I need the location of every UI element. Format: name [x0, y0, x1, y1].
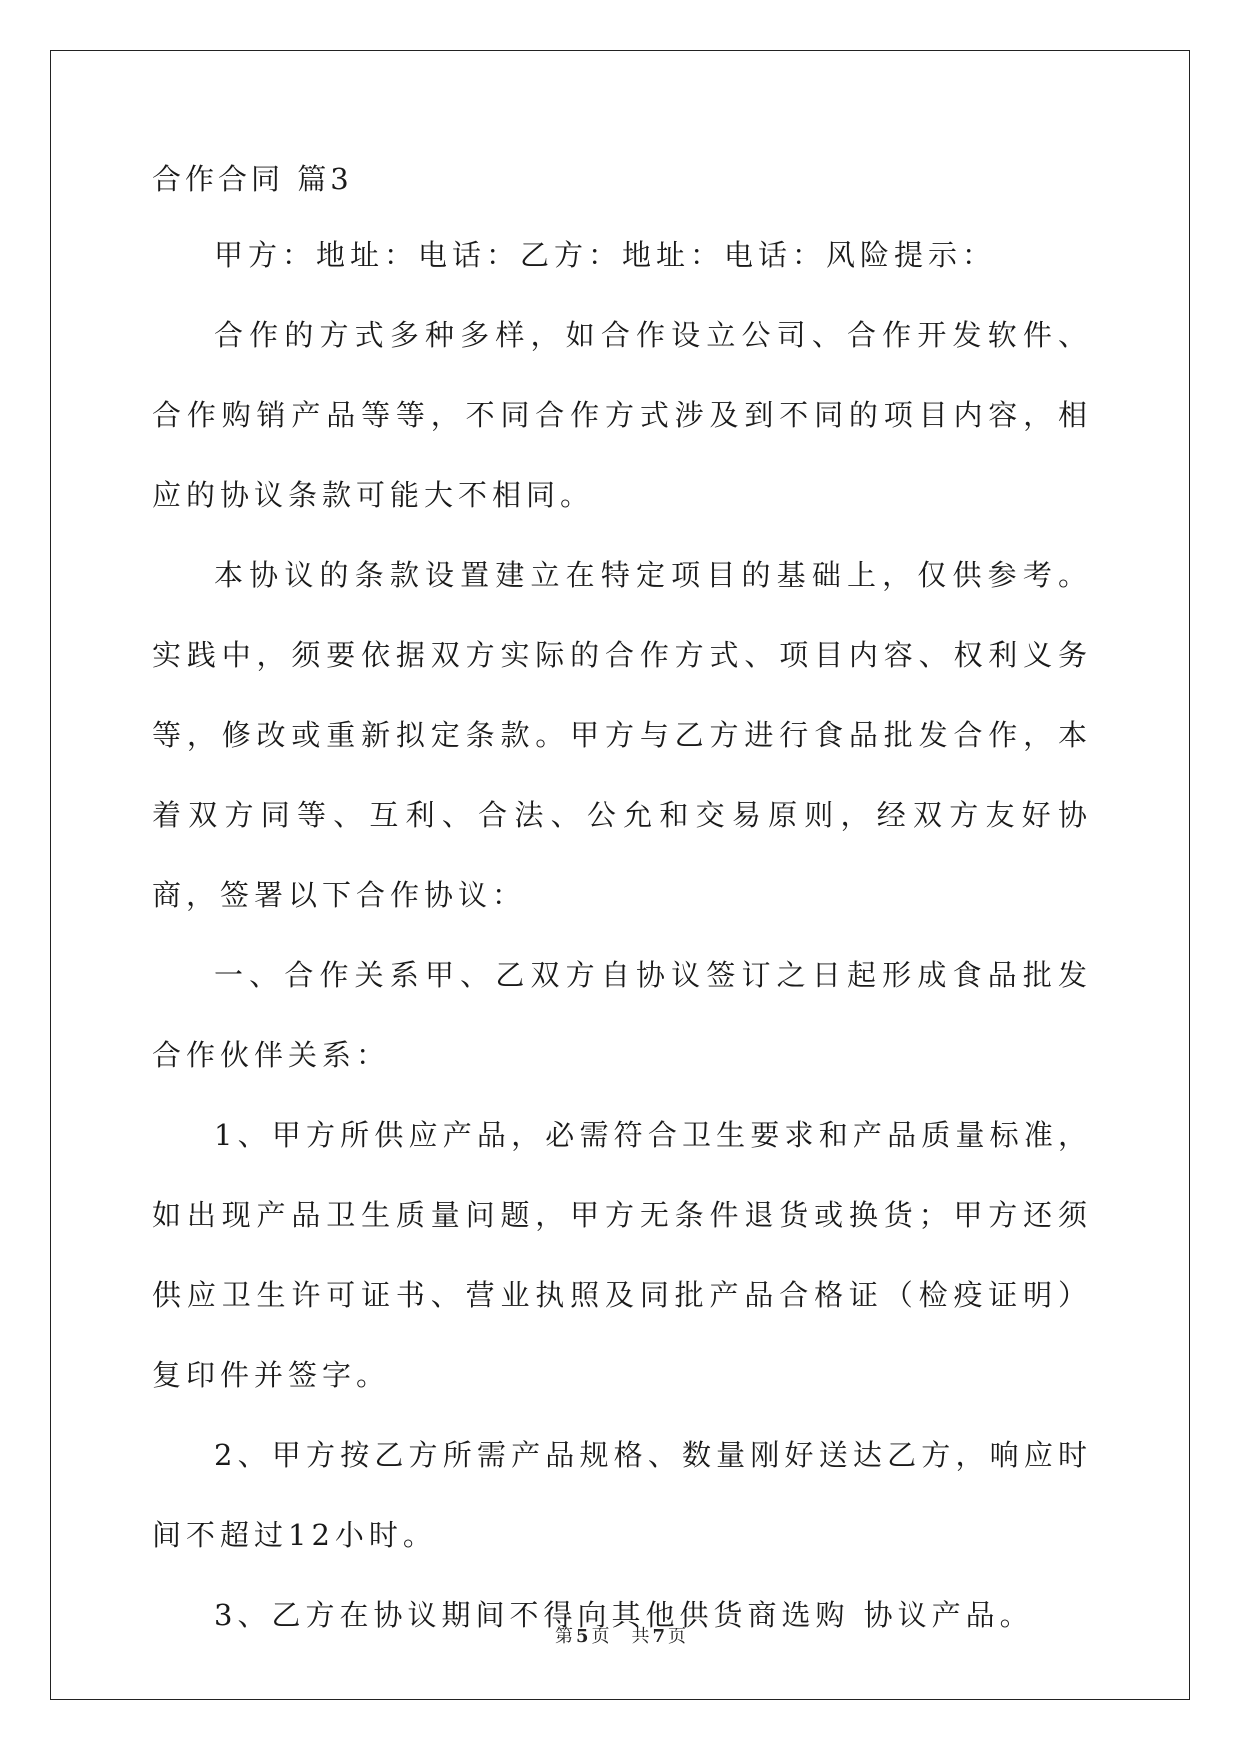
paragraph-clause-3: 3、乙方在协议期间不得向其他供货商选购 协议产品。 [214, 1598, 1034, 1632]
paragraph-agreement-basis: 本协议的条款设置建立在特定项目的基础上，仅供参考。实践中，须要依据双方实际的合作方式、项目内容、权利义务等，修改或重新拟定条款。甲方与乙方进行食品批发合作，本着双方同等、互利、合法、公允和交易原则，经双方友好协商，签署以下合作协议： [152, 558, 1092, 912]
footer-total-pages: 7 [652, 1626, 666, 1647]
footer-page-suffix: 页 [591, 1626, 610, 1647]
footer-page-number: 5 [575, 1626, 589, 1647]
paragraph-parties: 甲方：地址：电话：乙方：地址：电话：风险提示： [214, 238, 997, 272]
document-body [152, 160, 1092, 1655]
page-footer [0, 1622, 1241, 1648]
footer-page-prefix: 第 [554, 1626, 573, 1647]
footer-total-suffix: 页 [668, 1626, 687, 1647]
footer-total-prefix: 共 [631, 1626, 650, 1647]
paragraph-clause-2: 2、甲方按乙方所需产品规格、数量刚好送达乙方，响应时间不超过12小时。 [152, 1438, 1092, 1552]
paragraph-clause-1: 1、甲方所供应产品，必需符合卫生要求和产品质量标准，如出现产品卫生质量问题，甲方无条件退货或换货；甲方还须供应卫生许可证书、营业执照及同批产品合格证（检疫证明）复印件并签字。 [152, 1118, 1092, 1392]
paragraph-cooperation-methods: 合作的方式多种多样，如合作设立公司、合作开发软件、合作购销产品等等，不同合作方式涉及到不同的项目内容，相应的协议条款可能大不相同。 [152, 318, 1092, 512]
paragraph-section-one: 一、合作关系甲、乙双方自协议签订之日起形成食品批发合作伙伴关系： [152, 958, 1092, 1072]
document-heading: 合作合同 篇3 [152, 162, 353, 196]
